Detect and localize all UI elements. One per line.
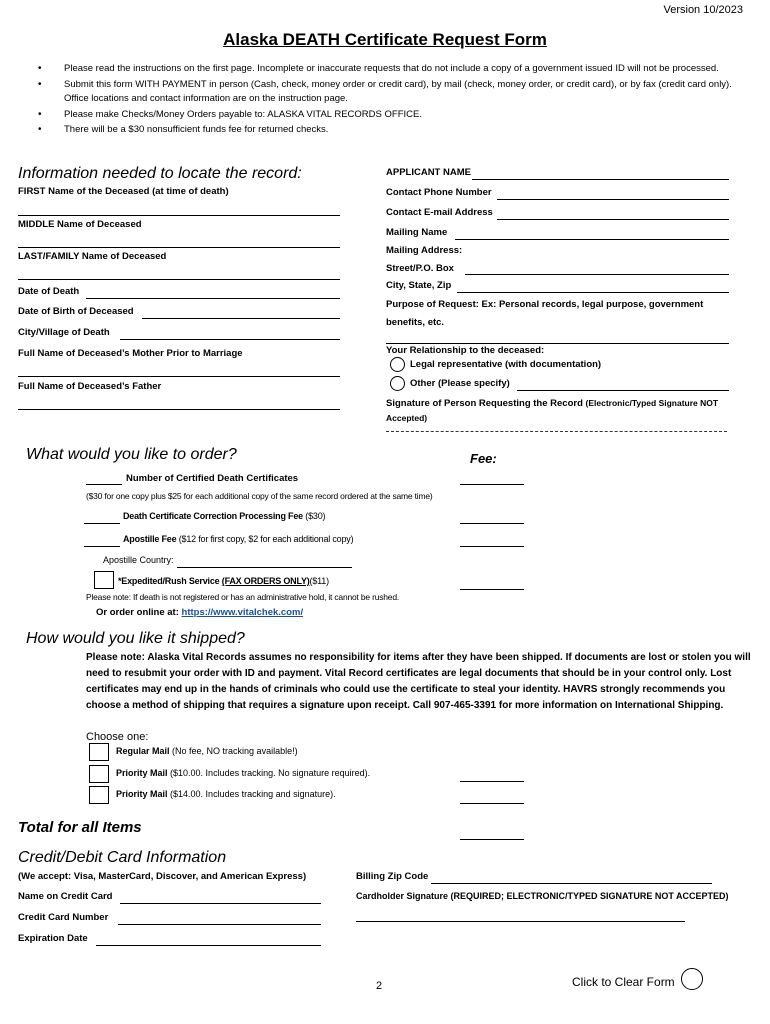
signature-note: (Electronic/Typed Signature NOT Accepted) xyxy=(386,398,719,423)
first-name-label: FIRST Name of the Deceased (at time of death) xyxy=(18,186,229,197)
regular-mail-fee: (No fee, NO tracking available!) xyxy=(172,746,298,756)
cardholder-sig-field[interactable] xyxy=(356,921,685,922)
correction-fee-field[interactable] xyxy=(460,523,524,524)
purpose-field[interactable] xyxy=(386,343,729,344)
priority-signature-label: Priority Mail xyxy=(116,789,168,799)
last-name-label: LAST/FAMILY Name of Deceased xyxy=(18,251,167,262)
order-heading: What would you like to order? xyxy=(26,446,237,463)
billing-zip-field[interactable] xyxy=(431,883,712,884)
billing-zip-label: Billing Zip Code xyxy=(356,871,429,882)
correction-fee: ($30) xyxy=(305,511,326,521)
vitalchek-link[interactable]: https://www.vitalchek.com/ xyxy=(181,607,304,618)
purpose-label: Purpose of Request: Ex: Personal records, legal purpose, government benefits, etc. xyxy=(386,299,704,328)
priority-mail-fee: ($10.00. Includes tracking. No signature required). xyxy=(170,768,371,778)
card-number-label: Credit Card Number xyxy=(18,912,109,923)
mailing-address-label: Mailing Address: xyxy=(386,245,463,256)
page-number: 2 xyxy=(376,980,383,992)
expedited-checkbox[interactable] xyxy=(94,571,114,589)
other-radio[interactable] xyxy=(390,376,405,391)
priority-signature-fee-field[interactable] xyxy=(460,803,524,804)
certified-label: Number of Certified Death Certificates xyxy=(126,473,299,484)
fee-heading: Fee: xyxy=(470,451,497,466)
clear-form-button[interactable] xyxy=(572,968,703,993)
apostille-fee: ($12 for first copy, $2 for each additional copy) xyxy=(178,534,354,544)
expedited-fee-field[interactable] xyxy=(460,589,524,590)
other-label: Other (Please specify) xyxy=(410,378,510,389)
apostille-block xyxy=(123,534,353,544)
apostille-country-label: Apostille Country: xyxy=(103,555,174,565)
mother-name-label: Full Name of Deceased’s Mother Prior to Marriage xyxy=(18,348,243,359)
date-of-birth-label: Date of Birth of Deceased xyxy=(18,306,134,317)
total-label: Total for all Items xyxy=(18,819,142,836)
date-of-birth-field[interactable] xyxy=(142,318,340,319)
correction-label: Death Certificate Correction Processing Fee xyxy=(123,511,303,521)
cardholder-sig-label: Cardholder Signature (REQUIRED; ELECTRONIC/TYPED SIGNATURE NOT ACCEPTED) xyxy=(356,891,729,901)
phone-field[interactable] xyxy=(497,199,729,200)
priority-signature-checkbox[interactable] xyxy=(89,786,109,804)
instruction-item: • Please read the instructions on the first page. Incomplete or inaccurate requests that do not include a copy of a government issued ID will not be processed. xyxy=(38,62,748,77)
signature-field[interactable] xyxy=(386,431,727,432)
apostille-fee-field[interactable] xyxy=(460,546,524,547)
certified-note: ($30 for one copy plus $25 for each additional copy of the same record ordered at the same time) xyxy=(86,491,433,501)
city-state-zip-field[interactable] xyxy=(457,292,729,293)
first-name-field[interactable] xyxy=(18,215,340,216)
form-title: Alaska DEATH Certificate Request Form xyxy=(223,30,547,49)
regular-mail-checkbox[interactable] xyxy=(89,743,109,761)
father-name-field[interactable] xyxy=(18,409,340,410)
expedited-note: Please note: If death is not registered or has an administrative hold, it cannot be rushed. xyxy=(86,592,400,602)
email-label: Contact E-mail Address xyxy=(386,207,493,218)
last-name-field[interactable] xyxy=(18,279,340,280)
locate-heading: Information needed to locate the record: xyxy=(18,165,302,182)
priority-signature-block xyxy=(116,789,336,799)
mother-name-field[interactable] xyxy=(18,376,340,377)
expiration-field[interactable] xyxy=(96,945,321,946)
street-field[interactable] xyxy=(465,274,729,275)
priority-mail-label: Priority Mail xyxy=(116,768,168,778)
street-label: Street/P.O. Box xyxy=(386,263,454,274)
signature-label: Signature of Person Requesting the Record xyxy=(386,398,583,409)
middle-name-label: MIDDLE Name of Deceased xyxy=(18,219,142,230)
priority-mail-checkbox[interactable] xyxy=(89,765,109,783)
clear-form-label: Click to Clear Form xyxy=(572,975,675,989)
legal-rep-radio[interactable] xyxy=(390,357,405,372)
name-on-card-field[interactable] xyxy=(120,903,321,904)
city-of-death-label: City/Village of Death xyxy=(18,327,110,338)
total-field[interactable] xyxy=(460,839,524,840)
expedited-block xyxy=(118,576,329,586)
priority-mail-fee-field[interactable] xyxy=(460,781,524,782)
date-of-death-label: Date of Death xyxy=(18,286,80,297)
priority-mail-block xyxy=(116,768,370,778)
signature-block xyxy=(386,396,736,426)
instruction-item: • Please make Checks/Money Orders payable to: ALASKA VITAL RECORDS OFFICE. xyxy=(38,108,748,123)
choose-one-label: Choose one: xyxy=(86,731,149,743)
legal-rep-label: Legal representative (with documentation) xyxy=(410,359,602,370)
accepted-cards: (We accept: Visa, MasterCard, Discover, and American Express) xyxy=(18,871,307,882)
expiration-label: Expiration Date xyxy=(18,933,88,944)
correction-block xyxy=(123,511,325,521)
father-name-label: Full Name of Deceased’s Father xyxy=(18,381,162,392)
city-of-death-field[interactable] xyxy=(120,339,340,340)
instruction-item: • Submit this form WITH PAYMENT in person (Cash, check, money order or credit card), by mail (check, money order, or credit card), or by fax (credit card only). Office locations and contact information are on the instruction page. xyxy=(38,78,748,107)
clear-form-circle-icon[interactable] xyxy=(681,968,703,990)
applicant-name-field[interactable] xyxy=(472,179,729,180)
payment-heading: Credit/Debit Card Information xyxy=(18,849,227,866)
correction-qty-field[interactable] xyxy=(84,523,120,524)
regular-mail-label: Regular Mail xyxy=(116,746,170,756)
certified-fee-field[interactable] xyxy=(460,484,524,485)
card-number-field[interactable] xyxy=(118,924,321,925)
online-label: Or order online at: xyxy=(96,607,179,618)
apostille-label: Apostille Fee xyxy=(123,534,177,544)
other-specify-field[interactable] xyxy=(517,390,729,391)
version-label: Version 10/2023 xyxy=(663,4,743,16)
email-field[interactable] xyxy=(497,219,729,220)
certified-qty-field[interactable] xyxy=(86,484,122,485)
apostille-country-field[interactable] xyxy=(177,567,352,568)
mailing-name-label: Mailing Name xyxy=(386,227,448,238)
shipping-note: Please note: Alaska Vital Records assumes no responsibility for items after they have been shipped. If documents are lost or stolen you will need to resubmit your order with ID and payment. Vital Record certificates are legal documents that should be in your control only. Lost certificates may end up in the hands of criminals who could use the certificate to steal your identity. HAVRS strongly recommends you choose a method of shipping that requires a signature upon receipt. Call 907-465-3391 for more information on International Shipping. xyxy=(86,652,751,711)
instructions-list xyxy=(38,62,748,139)
expedited-label: *Expedited/Rush Service xyxy=(118,576,220,586)
regular-mail-block xyxy=(116,746,298,756)
expedited-fax: (FAX ORDERS ONLY) xyxy=(221,576,310,586)
instruction-item: • There will be a $30 nonsufficient funds fee for returned checks. xyxy=(38,123,748,138)
middle-name-field[interactable] xyxy=(18,247,340,248)
online-order xyxy=(96,607,303,618)
relationship-label: Your Relationship to the deceased: xyxy=(386,345,545,356)
city-state-zip-label: City, State, Zip xyxy=(386,280,452,291)
expedited-fee: ($11) xyxy=(309,576,329,586)
phone-label: Contact Phone Number xyxy=(386,187,492,198)
shipping-heading: How would you like it shipped? xyxy=(26,630,245,647)
name-on-card-label: Name on Credit Card xyxy=(18,891,113,902)
applicant-name-label: APPLICANT NAME xyxy=(386,167,471,178)
mailing-name-field[interactable] xyxy=(455,239,729,240)
date-of-death-field[interactable] xyxy=(86,298,340,299)
priority-signature-fee: ($14.00. Includes tracking and signature). xyxy=(170,789,336,799)
apostille-qty-field[interactable] xyxy=(84,546,120,547)
